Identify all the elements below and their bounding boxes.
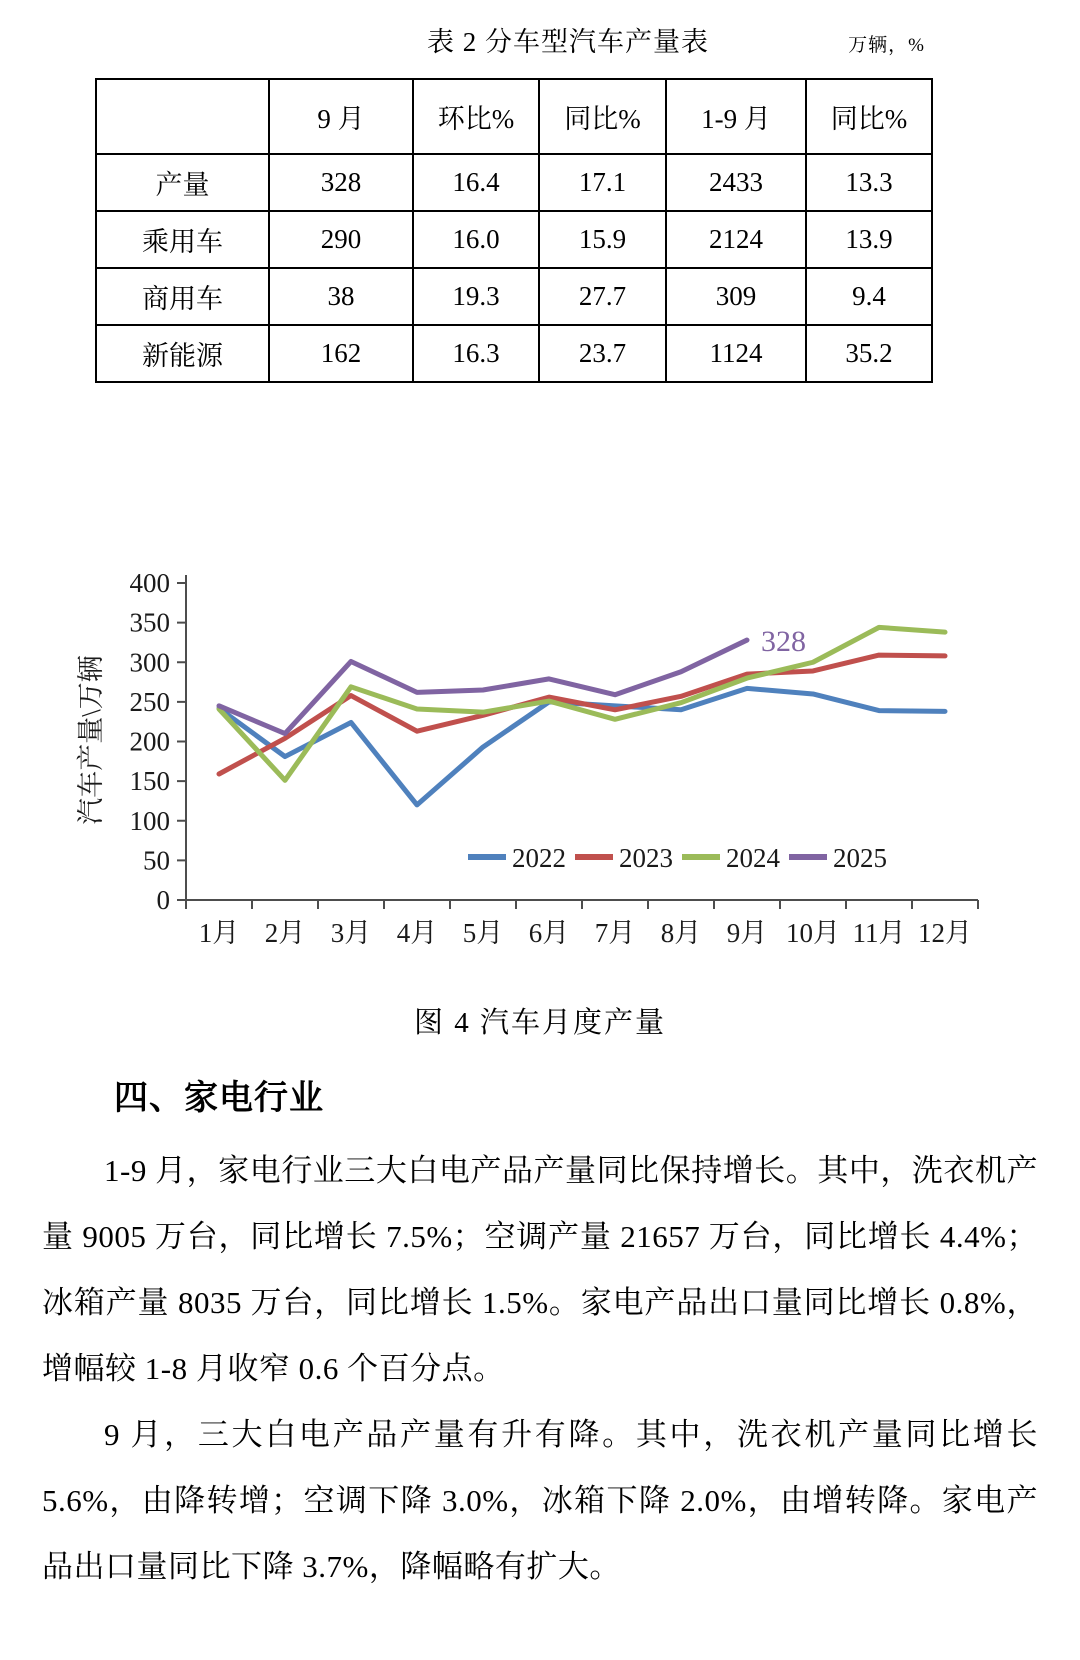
svg-text:6月: 6月 [528, 918, 570, 948]
svg-text:150: 150 [129, 766, 170, 797]
table-title-row [95, 22, 931, 70]
section-heading: 四、家电行业 [114, 1079, 324, 1117]
table-title: 表 2 分车型汽车产量表 [427, 27, 709, 57]
paragraph: 9 月，三大白电产品产量有升有降。其中，洗衣机产量同比增长 5.6%，由降转增；空调下降 3.0%，冰箱下降 2.0%，由增转降。家电产品出口量同比下降 3.7%，降幅略有扩大。 [42, 1417, 1038, 1584]
table-cell: 17.1 [539, 154, 666, 211]
table-cell: 328 [269, 154, 413, 211]
row-label: 乘用车 [96, 211, 269, 268]
svg-text:10月: 10月 [786, 918, 840, 948]
table-cell: 15.9 [539, 211, 666, 268]
table-cell: 19.3 [413, 268, 539, 325]
svg-text:50: 50 [143, 845, 170, 876]
table-row [96, 325, 932, 382]
vehicle-production-table-section [95, 22, 931, 383]
svg-text:2024: 2024 [726, 843, 780, 873]
table-cell: 309 [666, 268, 806, 325]
svg-text:350: 350 [129, 607, 170, 638]
svg-text:11月: 11月 [852, 918, 906, 948]
table-cell: 35.2 [806, 325, 932, 382]
svg-text:2月: 2月 [264, 918, 306, 948]
table-row [96, 268, 932, 325]
header-cell: 1-9 月 [666, 79, 806, 154]
svg-text:9月: 9月 [726, 918, 768, 948]
header-cell: 同比% [806, 79, 932, 154]
header-cell: 环比% [413, 79, 539, 154]
table-cell: 2124 [666, 211, 806, 268]
svg-text:328: 328 [761, 625, 806, 659]
table-cell: 16.4 [413, 154, 539, 211]
svg-text:0: 0 [156, 885, 170, 915]
table-cell: 13.9 [806, 211, 932, 268]
header-cell [96, 79, 269, 154]
table-header-row [96, 79, 932, 154]
table-cell: 2433 [666, 154, 806, 211]
monthly-production-chart [0, 530, 1080, 970]
paragraph: 1-9 月，家电行业三大白电产品产量同比保持增长。其中，洗衣机产量 9005 万台，同比增长 7.5%；空调产量 21657 万台，同比增长 4.4%；冰箱产量 8035 万台，同比增长 1.5%。家电产品出口量同比增长 0.8%，增幅较 1-8 月收窄 0.6 个百分点。 [42, 1153, 1038, 1386]
table-unit-label: 万辆，% [848, 35, 925, 56]
svg-text:400: 400 [129, 568, 170, 598]
svg-text:8月: 8月 [660, 918, 702, 948]
svg-text:2023: 2023 [619, 843, 673, 873]
figure-caption: 图 4 汽车月度产量 [413, 1007, 666, 1039]
appliance-section [42, 1072, 1038, 1600]
header-cell: 同比% [539, 79, 666, 154]
header-cell: 9 月 [269, 79, 413, 154]
svg-text:3月: 3月 [330, 918, 372, 948]
table-cell: 9.4 [806, 268, 932, 325]
svg-text:2022: 2022 [512, 843, 566, 873]
table-cell: 162 [269, 325, 413, 382]
svg-text:7月: 7月 [594, 918, 636, 948]
table-cell: 27.7 [539, 268, 666, 325]
svg-text:1月: 1月 [198, 918, 240, 948]
table-cell: 16.3 [413, 325, 539, 382]
svg-text:250: 250 [129, 686, 170, 717]
line-chart-canvas [0, 530, 1080, 970]
row-label: 新能源 [96, 325, 269, 382]
table-cell: 16.0 [413, 211, 539, 268]
table-row [96, 211, 932, 268]
table-row [96, 154, 932, 211]
svg-text:2025: 2025 [833, 843, 887, 873]
svg-text:200: 200 [129, 726, 170, 757]
row-label: 产量 [96, 154, 269, 211]
table-cell: 1124 [666, 325, 806, 382]
table-cell: 290 [269, 211, 413, 268]
table-cell: 13.3 [806, 154, 932, 211]
svg-text:汽车产量\万辆: 汽车产量\万辆 [76, 655, 106, 825]
svg-text:12月: 12月 [918, 918, 972, 948]
svg-text:100: 100 [129, 805, 170, 836]
svg-text:300: 300 [129, 647, 170, 678]
row-label: 商用车 [96, 268, 269, 325]
svg-text:5月: 5月 [462, 918, 504, 948]
vehicle-production-table [95, 78, 933, 383]
table-cell: 38 [269, 268, 413, 325]
svg-text:4月: 4月 [396, 918, 438, 948]
table-cell: 23.7 [539, 325, 666, 382]
